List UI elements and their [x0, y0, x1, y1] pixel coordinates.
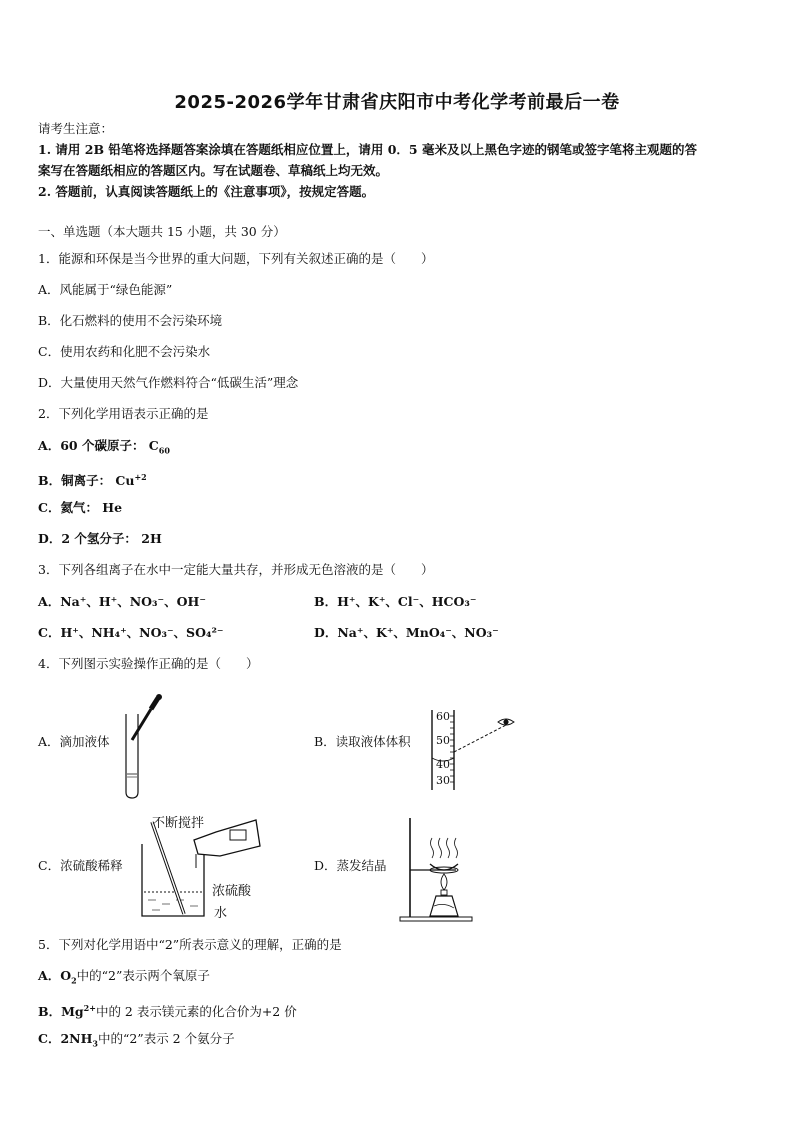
- question-4-option-a: A．滴加液体: [38, 734, 110, 749]
- question-1-option-a: A．风能属于“绿色能源”: [38, 282, 173, 297]
- question-1-option-d: D．大量使用天然气作燃料符合“低碳生活”理念: [38, 375, 299, 390]
- option-a-formula: A．O: [38, 968, 72, 983]
- notice-item-1-line-1: 1. 请用 2B 铅笔将选择题答案涂填在答题纸相应位置上，请用 0．5 毫米及以上黑色字迹的钢笔或签字笔将主观题的答: [38, 142, 697, 157]
- option-a-subscript: 2: [71, 975, 77, 986]
- option-b-superscript: +2: [134, 472, 147, 482]
- graduated-cylinder-figure: [430, 708, 522, 792]
- option-b-rest: 中的 2 表示镁元素的化合价为+2 价: [95, 1004, 297, 1020]
- evaporation-figure: [396, 814, 476, 924]
- cylinder-tick-40: 40: [436, 758, 450, 771]
- question-5-option-a: [38, 967, 210, 990]
- cylinder-tick-50: 50: [436, 734, 450, 747]
- question-3-option-c: C．H⁺、NH₄⁺、NO₃⁻、SO₄²⁻: [38, 625, 224, 640]
- notice-heading: 请考生注意：: [38, 121, 114, 136]
- notice-item-1-line-2: 案写在答题纸相应的答题区内。写在试题卷、草稿纸上均无效。: [38, 163, 389, 178]
- option-b-text: B．铜离子： Cu: [38, 473, 135, 489]
- question-4-option-c: C．浓硫酸稀释: [38, 858, 123, 873]
- question-2-option-c: C．氦气： He: [38, 500, 123, 515]
- question-3-stem: 3．下列各组离子在水中一定能大量共存，并形成无色溶液的是（ ）: [38, 562, 434, 577]
- question-3-option-b: B．H⁺、K⁺、Cl⁻、HCO₃⁻: [314, 594, 477, 609]
- question-1-option-c: C．使用农药和化肥不会污染水: [38, 344, 211, 359]
- option-a-rest: 中的“2”表示两个氧原子: [76, 968, 210, 983]
- question-4-option-d: D．蒸发结晶: [314, 858, 387, 873]
- question-2-option-a: [38, 437, 170, 460]
- cylinder-tick-30: 30: [436, 774, 450, 787]
- question-2-stem: 2．下列化学用语表示正确的是: [38, 406, 209, 421]
- page-title: 2025-2026学年甘肃省庆阳市中考化学考前最后一卷: [174, 92, 620, 113]
- question-2-option-b: [38, 468, 147, 490]
- question-5-option-b: [38, 999, 297, 1021]
- option-c-formula: C．2NH: [38, 1031, 93, 1046]
- acid-dilution-figure: [134, 810, 264, 922]
- question-4-option-b: B．读取液体体积: [314, 734, 411, 749]
- option-b-formula: B．Mg: [38, 1004, 84, 1020]
- cylinder-tick-60: 60: [436, 710, 450, 723]
- question-5-stem: 5．下列对化学用语中“2”所表示意义的理解，正确的是: [38, 937, 342, 952]
- question-3-option-d: D．Na⁺、K⁺、MnO₄⁻、NO₃⁻: [314, 625, 499, 640]
- section-heading: 一、单选题（本大题共 15 小题，共 30 分）: [38, 224, 286, 239]
- question-2-option-d: D．2 个氢分子： 2H: [38, 531, 162, 546]
- stir-label: 不断搅拌: [152, 816, 205, 831]
- dropper-test-tube-figure: [118, 694, 174, 802]
- question-1-stem: 1．能源和环保是当今世界的重大问题，下列有关叙述正确的是（ ）: [38, 251, 434, 266]
- notice-item-2: 2. 答题前，认真阅读答题纸上的《注意事项》，按规定答题。: [38, 184, 375, 199]
- question-5-option-c: [38, 1030, 235, 1053]
- question-3-option-a: A．Na⁺、H⁺、NO₃⁻、OH⁻: [38, 594, 206, 609]
- question-4-stem: 4．下列图示实验操作正确的是（ ）: [38, 656, 259, 671]
- option-c-subscript: 3: [92, 1038, 98, 1049]
- option-c-rest: 中的“2”表示 2 个氨分子: [97, 1031, 235, 1046]
- option-b-superscript: 2+: [83, 1003, 96, 1013]
- option-a-text: A．60 个碳原子： C: [38, 438, 159, 453]
- question-1-option-b: B．化石燃料的使用不会污染环境: [38, 313, 223, 328]
- water-label: 水: [214, 906, 228, 921]
- acid-label: 浓硫酸: [212, 884, 252, 899]
- option-a-subscript: 60: [158, 445, 170, 456]
